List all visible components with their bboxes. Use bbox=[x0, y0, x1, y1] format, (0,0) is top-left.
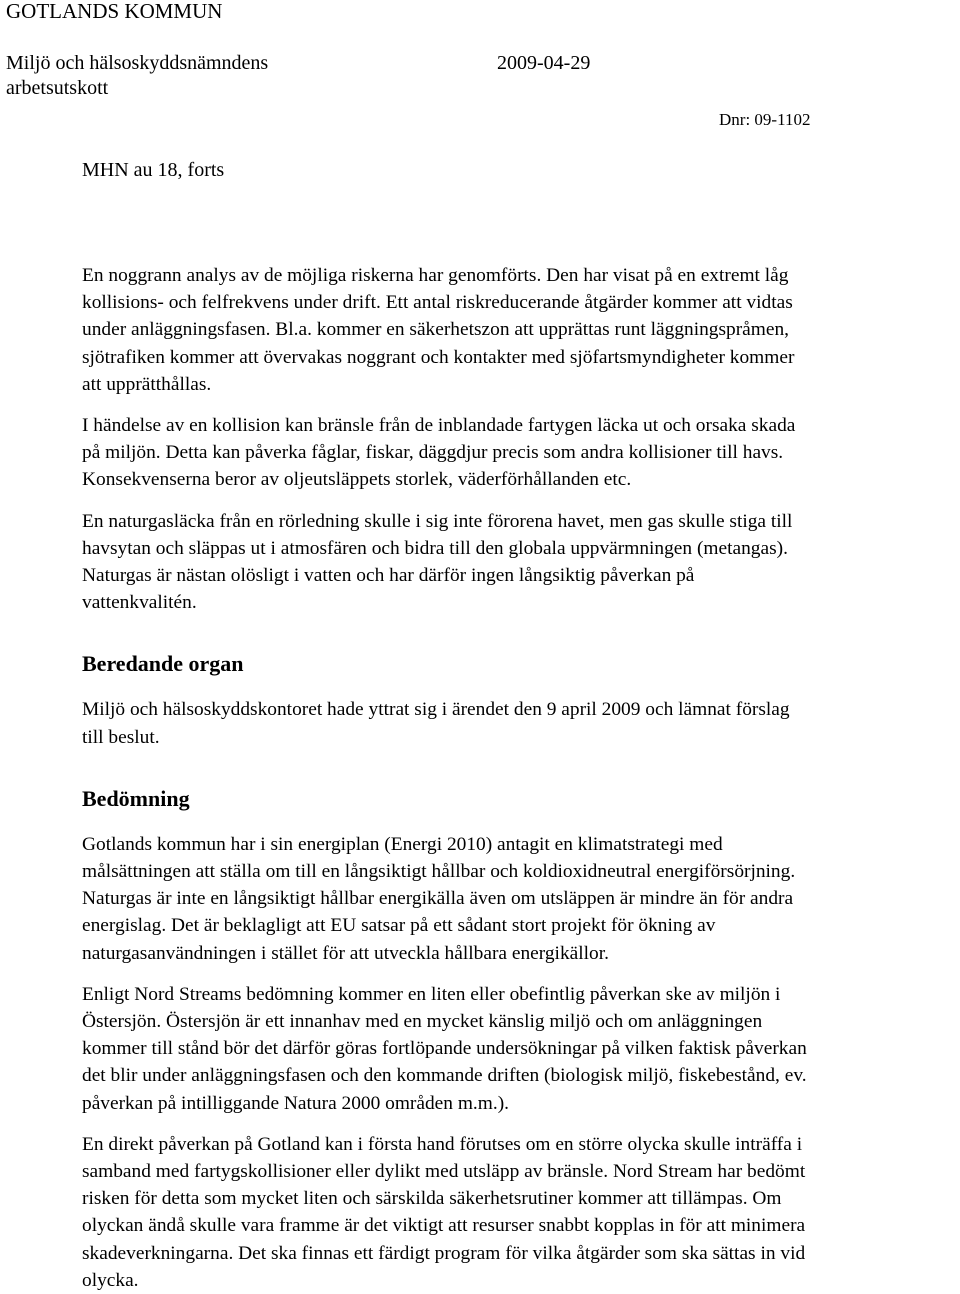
document-date: 2009-04-29 bbox=[497, 52, 591, 74]
paragraph-risk-analysis: En noggrann analys av de möjliga riskerna har genomförts. Den har visat på en extremt låg kollisions- och felfrekvens under drift. Ett antal riskreducerande åtgärder kommer att vidtas under anläggningsfasen. Bl.a. kommer en säkerhetszon att upprättas runt läggningspråmen, sjötrafiken kommer att övervakas noggrant och kontakter med sjöfartsmyndigheter kommer att upprätthållas. bbox=[82, 265, 795, 395]
document-number: Dnr: 09-1102 bbox=[719, 110, 811, 129]
document-body bbox=[82, 262, 956, 1294]
paragraph-nord-stream-assessment: Enligt Nord Streams bedömning kommer en liten eller obefintlig påverkan ske av miljön i Östersjön. Östersjön är ett innanhav med en mycket känslig miljö och om anläggningen kommer till stånd bör det därför göras fortlöpande undersökningar på vilken faktisk påverkan det blir under anläggningsfasen och den kommande driften (biologisk miljö, fiskebestånd, ev. påverkan på intilliggande Natura 2000 områden m.m.). bbox=[82, 983, 807, 1114]
paragraph-gotland-impact: En direkt påverkan på Gotland kan i första hand förutses om en större olycka skulle inträffa i samband med fartygskollisioner eller dylikt med utsläpp av bränsle. Nord Stream har bedömt risken för detta som mycket liten och särskilda säkerhetsrutiner kommer att tillämpas. Om olyckan ändå skulle vara framme är det viktigt att resurser snabbt kopplas in för att minimera skadeverkningarna. Det ska finnas ett färdigt program för vilka åtgärder som ska sättas in vid olycka. bbox=[82, 1133, 806, 1291]
paragraph-beredande: Miljö och hälsoskyddskontoret hade yttrat sig i ärendet den 9 april 2009 och lämnat förslag till beslut. bbox=[82, 699, 790, 748]
organization-name: GOTLANDS KOMMUN bbox=[6, 0, 223, 23]
heading-bedomning: Bedömning bbox=[82, 785, 190, 811]
section-reference: MHN au 18, forts bbox=[82, 159, 225, 181]
heading-beredande-organ: Beredande organ bbox=[82, 651, 244, 677]
committee-name: Miljö och hälsoskyddsnämndens arbetsutskott bbox=[6, 52, 269, 99]
paragraph-collision: I händelse av en kollision kan bränsle från de inblandade fartygen läcka ut och orsaka skada på miljön. Detta kan påverka fåglar, fiskar, däggdjur precis som andra kollisioner till havs. Konsekvenserna beror av oljeutsläppets storlek, väderförhållanden etc. bbox=[82, 415, 796, 491]
paragraph-gas-leak: En naturgasläcka från en rörledning skulle i sig inte förorena havet, men gas skulle stiga till havsytan och släppas ut i atmosfären och bidra till den globala uppvärmningen (metangas). Naturgas är nästan olösligt i vatten och har därför ingen långsiktig påverkan på vattenkvalitén. bbox=[82, 510, 793, 614]
paragraph-energiplan: Gotlands kommun har i sin energiplan (Energi 2010) antagit en klimatstrategi med målsättningen att ställa om till en långsiktigt hållbar och koldioxidneutral energiförsörjning. Naturgas är inte en långsiktigt hållbar energikälla även om utsläppen är mindre än för andra energislag. Det är beklagligt att EU satsar på ett sådant stort projekt för ökning av naturgasanvändningen i stället för att utveckla hållbara energikällor. bbox=[82, 833, 796, 964]
